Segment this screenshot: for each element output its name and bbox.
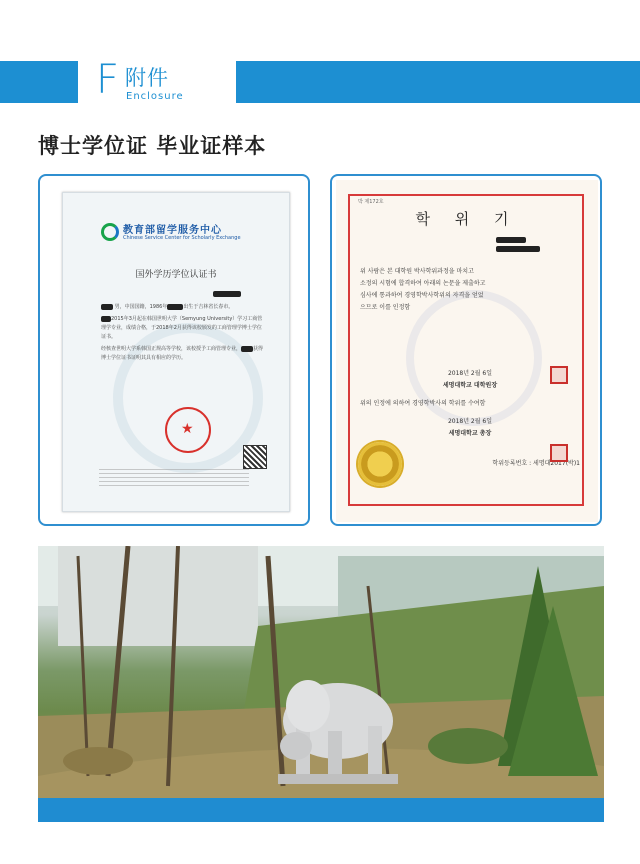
signer-1: 세명대학교 대학원장 — [442, 382, 498, 389]
org-name: 教育部留学服务中心 — [123, 225, 222, 236]
award-line: 위의 인정에 의하여 경영학박사의 학위를 수여함 — [360, 400, 486, 407]
diploma-title: 학 위 기 — [415, 210, 519, 228]
redaction — [167, 304, 183, 310]
section-letter: F — [96, 57, 120, 103]
redaction — [213, 291, 241, 297]
redaction — [101, 316, 111, 322]
diploma-line: 으므로 이를 인정함 — [360, 304, 411, 311]
body-line3: 经核查世明大学系韩国正规高等学校，该校授予工商管理专业， — [101, 346, 242, 352]
body-line2: 2015年3月起在韩国世明大学（Semyung University）学习工商管理学专业，成绩合格，于2018年2月获得该校颁发的工商管理学博士学位证书。 — [101, 316, 263, 340]
diploma-line: 심사에 통과하여 경영학박사학위의 자격을 얻었 — [360, 292, 484, 299]
stamp-icon — [550, 366, 568, 384]
redaction — [496, 237, 526, 243]
header-title-en: Enclosure — [126, 91, 184, 102]
org-name-en: Chinese Service Center for Scholarly Exchange — [123, 235, 241, 241]
certificate-title: 国外学历学位认证书 — [135, 270, 217, 280]
redaction — [101, 304, 113, 310]
certificate-cn-frame — [38, 174, 310, 526]
gold-seal-icon — [358, 442, 402, 486]
redaction — [496, 246, 540, 252]
date-1: 2018년 2월 6일 — [447, 370, 493, 377]
logo-icon — [101, 223, 119, 241]
diploma-line: 위 사람은 본 대학원 박사학위과정을 마치고 — [360, 268, 474, 275]
body-line1: 男，中国国籍，1986年 — [114, 304, 168, 310]
seal-icon — [165, 407, 211, 453]
signer-2: 세명대학교 총장 — [448, 430, 492, 437]
body-line3b: 获得博士学位证书证明其具有相应的学历。 — [101, 346, 264, 361]
section-title: 博士学位证 毕业证样本 — [38, 134, 267, 158]
diploma-number: 박 제172호 — [358, 199, 384, 205]
date-2: 2018년 2월 6일 — [447, 418, 493, 425]
header-band-left — [0, 61, 78, 103]
registration-number: 학위등록번호 : 세명대2017(박)1 — [492, 460, 580, 467]
diploma-line: 소정의 시험에 합격하여 아래의 논문을 제출하고 — [360, 280, 486, 287]
certificate-number — [213, 291, 241, 298]
qr-code-icon — [243, 445, 267, 469]
header-title-cn: 附件 — [125, 66, 169, 90]
certificate-kr — [336, 180, 598, 522]
personal-info — [496, 236, 540, 254]
diploma-body — [360, 266, 580, 470]
stamp-icon — [550, 444, 568, 462]
body-line1b: 出生于吉林省长春市。 — [183, 304, 234, 310]
redaction — [241, 346, 253, 352]
header-band-right — [236, 61, 640, 103]
campus-photo — [38, 546, 604, 822]
certificate-kr-frame — [330, 174, 602, 526]
footnotes — [99, 469, 249, 489]
certificate-body — [101, 303, 265, 363]
campus-scene — [38, 546, 604, 822]
thesis-block — [360, 314, 580, 368]
photo-accent-bar — [38, 798, 604, 822]
certificate-cn — [62, 192, 290, 512]
star-icon: ★ — [181, 421, 194, 437]
